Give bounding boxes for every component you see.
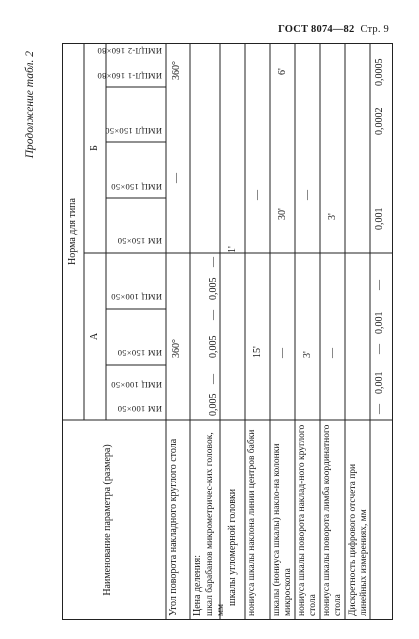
row-goniometer-v: 1' <box>227 246 238 253</box>
page-number: Стр. 9 <box>360 24 389 35</box>
row-micrometer-v5: 0,005 <box>208 277 219 300</box>
type-imc-100x50-b: ИМЦ 100×50 <box>110 292 162 302</box>
group-b: Б <box>89 145 100 151</box>
type-im-150x50-b: ИМ 150×50 <box>117 236 162 246</box>
row-digital-v4: 0,001 <box>374 311 385 334</box>
row-rotary-a: 3' <box>302 351 313 358</box>
row-center-a: 15' <box>252 346 263 358</box>
header-norm: Норма для типа <box>67 198 78 265</box>
row-digital-v3: — <box>374 344 385 354</box>
table-caption: Продолжение табл. 2 <box>24 51 36 159</box>
header-param: Наименование параметра (размера) <box>102 444 113 596</box>
row-micrometer-v4: — <box>208 310 219 320</box>
standard-number: ГОСТ 8074—82 <box>278 24 355 35</box>
row-digital-v1: — <box>374 404 385 414</box>
row-micrometer-v3: 0,005 <box>208 335 219 358</box>
row-center-b: — <box>252 190 263 200</box>
row-digital-v7: 0,0002 <box>374 107 385 135</box>
row-limb-label: нониуса шкалы поворота лимба координатного стола <box>322 424 343 616</box>
row-digital-v8: 0,0005 <box>374 58 385 86</box>
row-micrometer-v2: — <box>208 374 219 384</box>
group-a: А <box>89 332 100 341</box>
type-imc-100x50: ИМЦ 100×50 <box>110 380 162 390</box>
row-column-a: — <box>277 348 288 358</box>
row-limb-b: 3' <box>327 213 338 220</box>
type-im-150x50: ИМ 150×50 <box>117 348 162 358</box>
row-limb-a: — <box>327 348 338 358</box>
type-imcl2-160x80: ИМЦЛ-2 160×80 <box>97 46 162 56</box>
row-angle-b: 360° <box>171 61 182 80</box>
row-center-label: нониуса шкалы наклона линии центров бабки <box>247 429 257 616</box>
row-digital-v2: 0,001 <box>374 371 385 394</box>
row-rotary-b: — <box>302 190 313 200</box>
row-column-label: шкалы (нониуса шкалы) накло-на колонки микроскопа <box>272 443 293 616</box>
type-im-100x50: ИМ 100×50 <box>117 404 162 414</box>
row-angle-a: 360° <box>171 339 182 358</box>
row-digital-v6: 0,001 <box>374 207 385 230</box>
row-angle-label: Угол поворота накладного круглого стола <box>168 438 179 616</box>
type-imc-150x50: ИМЦ 150×50 <box>110 182 162 192</box>
row-column-b: 30' <box>277 208 288 220</box>
row-angle-b-dash: — <box>171 173 182 183</box>
row-micrometer-v1: 0,005 <box>208 393 219 416</box>
row-rotary-label: нониуса шкалы поворота наклад-ного круглого стола <box>297 424 318 616</box>
type-imcl-150x50: ИМЦЛ 150×50 <box>104 126 162 136</box>
row-micrometer-label: шкал барабанов микрометричес-ких головок, мм <box>205 432 226 616</box>
type-imcl1-160x80: ИМЦЛ-1 160×80 <box>97 71 162 81</box>
row-micrometer-v6: — <box>208 257 219 267</box>
page-header <box>278 24 389 35</box>
row-division-label: Цена деления: <box>192 555 203 616</box>
row-column-b2: 6' <box>277 68 288 75</box>
rotated-table <box>24 43 393 620</box>
row-goniometer-label: шкалы угломерной головки <box>227 488 238 606</box>
row-digital-label: Дискретность цифрового отсчета при линейных измерениях, мм <box>348 463 369 616</box>
row-digital-v5: — <box>374 280 385 290</box>
